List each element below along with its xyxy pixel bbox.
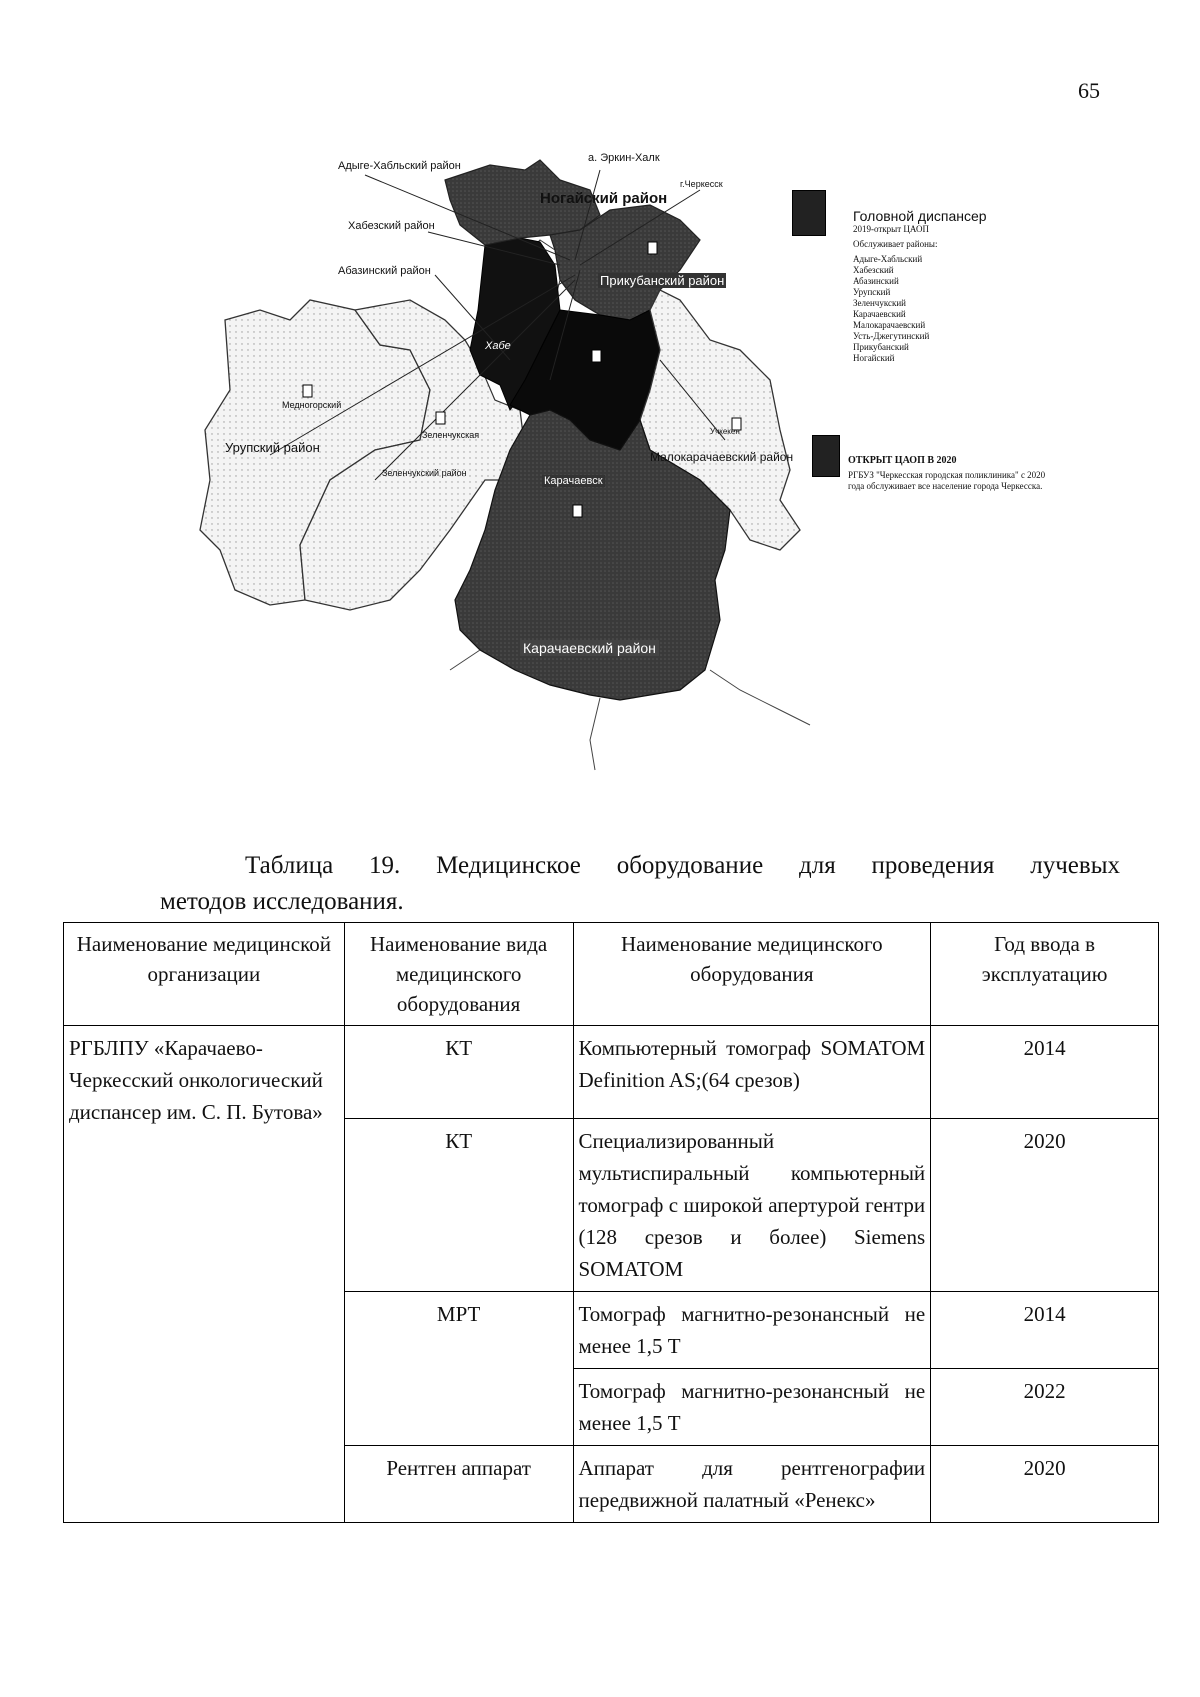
legend-district: Усть-Джегутинский [853,331,930,341]
legend-open-title: ОТКРЫТ ЦАОП В 2020 [848,455,957,466]
legend-district: Ногайский [853,353,895,363]
equipment-name-cell: Специализированный мультиспиральный компьютерный томограф с широкой апертурой гентри (128 срезов и более) Siemens SOMATOM [573,1119,931,1292]
label-erkin: а. Эркин-Халк [588,152,660,164]
district-map [180,150,1100,830]
label-khabez: Хабезский район [348,220,435,232]
year-cell: 2014 [931,1292,1159,1369]
equipment-name-cell: Компьютерный томограф SOMATOM Definition AS;(64 срезов) [573,1026,931,1119]
legend-district: Зеленчукский [853,298,906,308]
legend-district: Малокарачаевский [853,320,926,330]
label-karachaev: Карачаевский район [520,640,659,656]
caption-line-2: методов исследования. [160,888,404,915]
equipment-name-cell: Томограф магнитно-резонансный не менее 1,5 Т [573,1292,931,1369]
header-equipment-name: Наименование медицинского оборудования [573,923,931,1026]
legend-open-text: РГБУЗ "Черкесская городская поликлиника" с 2020 года обслуживает все население города Черкесска. [848,470,1046,491]
equipment-name-cell: Томограф магнитно-резонансный не менее 1,5 Т [573,1369,931,1446]
label-khabez-short: Хабе [485,340,511,352]
label-zelench: Зеленчукский район [382,468,467,478]
building-icon [792,190,826,236]
legend-district-list [853,254,987,364]
header-year: Год ввода в эксплуатацию [931,923,1159,1026]
header-equipment-type: Наименование вида медицинского оборудования [344,923,573,1026]
equipment-table [63,922,1159,1523]
label-karachaevsk: Карачаевск [544,475,603,487]
label-zelench-city: Зеленчукская [422,430,480,440]
table-header-row [64,923,1159,1026]
label-nogay: Ногайский район [540,190,668,207]
label-adyge: Адыге-Хабльский район [338,160,461,172]
year-cell: 2020 [931,1446,1159,1523]
legend-opened-2020 [848,455,1048,492]
year-cell: 2020 [931,1119,1159,1292]
legend-district: Хабезский [853,265,894,275]
legend-head-title: Головной диспансер [853,208,987,224]
label-medno: Медногорский [282,400,342,410]
equipment-type-cell: КТ [344,1119,573,1292]
equipment-type-cell: МРТ [344,1292,573,1446]
legend-serves: Обслуживает районы: [853,239,938,249]
table-row [64,1026,1159,1119]
label-abaza: Абазинский район [338,265,431,277]
year-cell: 2022 [931,1369,1159,1446]
label-urup: Урупский район [225,440,320,455]
legend-district: Урупский [853,287,891,297]
legend-district: Прикубанский [853,342,909,352]
label-cherkessk: г.Черкесск [680,179,723,189]
caption-line-1: Таблица 19. Медицинское оборудование для проведения лучевых [245,852,1120,879]
equipment-name-cell: Аппарат для рентгенографии передвижной палатный «Ренекс» [573,1446,931,1523]
legend-district: Абазинский [853,276,899,286]
equipment-type-cell: КТ [344,1026,573,1119]
legend-district: Карачаевский [853,309,906,319]
label-uchkeken: Учкекен [710,427,740,436]
equipment-type-cell: Рентген аппарат [344,1446,573,1523]
legend-head-sub: 2019-открыт ЦАОП [853,224,929,234]
header-organization: Наименование медицинской организации [64,923,345,1026]
legend-district: Адыге-Хабльский [853,254,923,264]
label-malokarach: Малокарачаевский район [650,450,794,464]
year-cell: 2014 [931,1026,1159,1119]
legend-head-dispensary [853,208,987,364]
organization-cell: РГБЛПУ «Карачаево-Черкесский онкологический диспансер им. С. П. Бутова» [64,1026,345,1523]
table-caption [160,848,1120,920]
label-prikuban: Прикубанский район [600,273,725,288]
clinic-building-icon [812,435,840,477]
page-number: 65 [1078,78,1100,103]
